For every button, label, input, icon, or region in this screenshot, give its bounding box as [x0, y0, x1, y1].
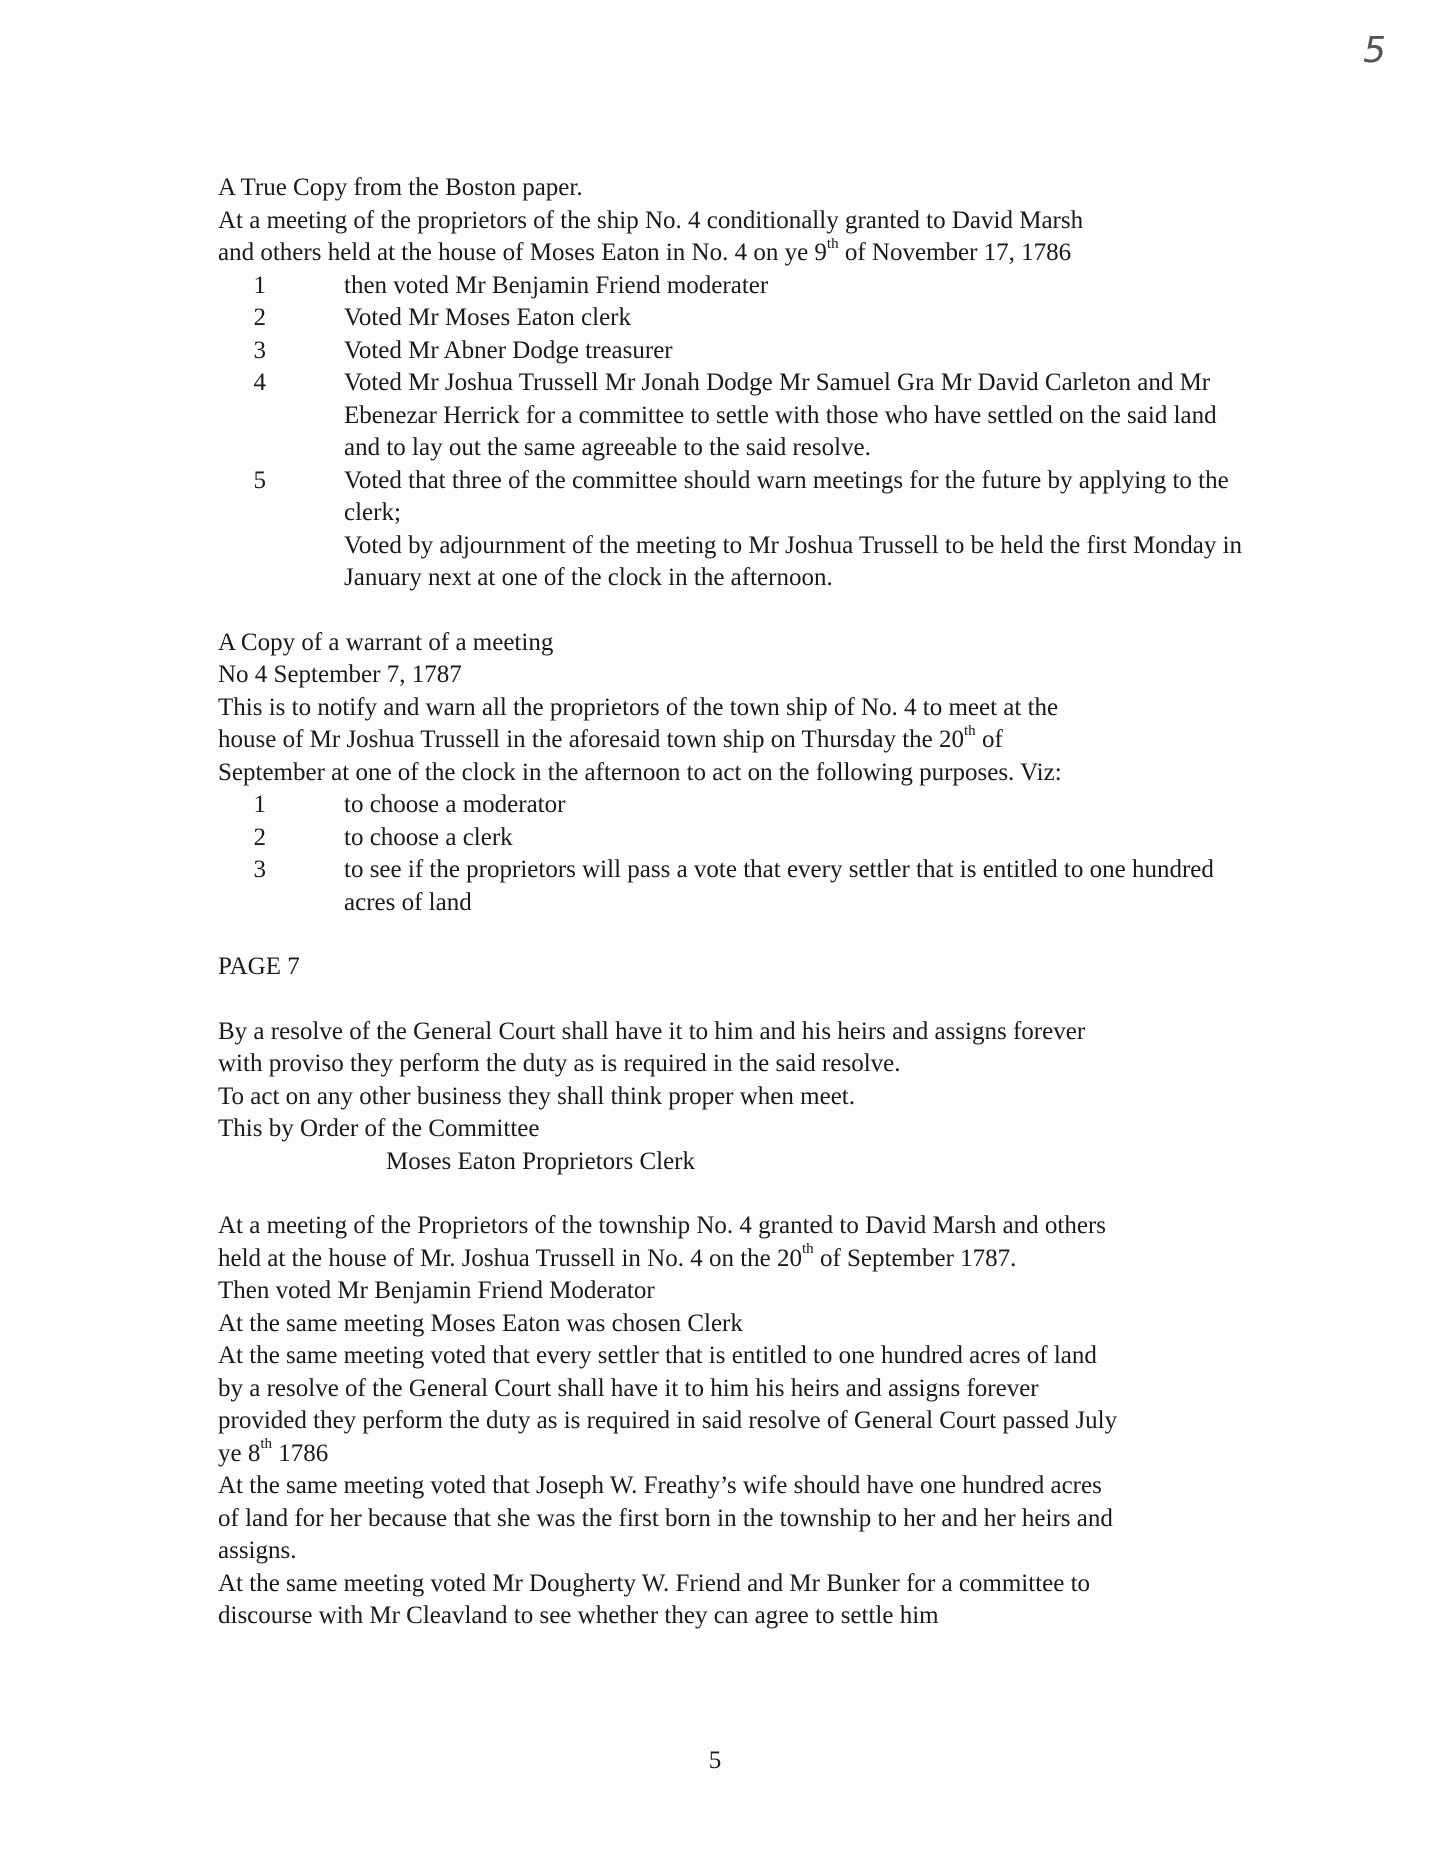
vote-item	[218, 465, 1248, 530]
vote-text: Voted Mr Joshua Trussell Mr Jonah Dodge Mr Samuel Gra Mr David Carleton and Mr Ebenezar Herrick for a committee to settle with those who have settled on the said land and to lay out the same agreeable to the said resolve.	[344, 369, 1217, 461]
meeting-intro-line: and others held at the house of Moses Eaton in No. 4 on ye 9th of November 17, 1786	[218, 235, 1072, 266]
clerk-signature: Moses Eaton Proprietors Clerk	[386, 1147, 695, 1175]
minutes-line: of land for her because that she was the first born in the township to her and her heirs and	[218, 1504, 1113, 1532]
vote-text: Voted that three of the committee should warn meetings for the future by applying to the clerk;	[344, 466, 1229, 526]
vote-text: then voted Mr Benjamin Friend moderater	[344, 271, 769, 299]
minutes-line: At the same meeting voted that every settler that is entitled to one hundred acres of land	[218, 1342, 1097, 1369]
vote-number: 2	[253, 304, 266, 331]
warrant-text-line: September at one of the clock in the afternoon to act on the following purposes. Viz:	[218, 758, 1062, 786]
warrant-text-line: This is to notify and warn all the proprietors of the town ship of No. 4 to meet at the	[218, 693, 1059, 721]
minutes-line: by a resolve of the General Court shall have it to him his heirs and assigns forever	[218, 1374, 1039, 1402]
vote-item	[218, 367, 1248, 465]
purpose-number: 2	[253, 823, 266, 851]
vote-text: Voted by adjournment of the meeting to Mr Joshua Trussell to be held the first Monday in January next at one of the clock in the afternoon.	[344, 531, 1243, 591]
minutes-line: ye 8th 1786	[218, 1436, 329, 1467]
handwritten-page-number: 5	[1363, 30, 1386, 71]
vote-text: Voted Mr Moses Eaton clerk	[344, 304, 631, 331]
vote-number: 3	[253, 336, 266, 364]
minutes-line: discourse with Mr Cleavland to see whether they can agree to settle him	[218, 1602, 939, 1629]
minutes-line: provided they perform the duty as is required in said resolve of General Court passed July	[218, 1407, 1118, 1434]
vote-item	[218, 302, 1248, 335]
minutes-line: Then voted Mr Benjamin Friend Moderator	[218, 1277, 655, 1304]
purpose-text: to see if the proprietors will pass a vote that every settler that is entitled to one hundred acres of land	[344, 856, 1214, 916]
purpose-item	[218, 854, 1248, 919]
vote-item	[218, 335, 1248, 368]
resolve-line: This by Order of the Committee	[218, 1115, 540, 1142]
purpose-number: 3	[253, 856, 266, 883]
resolve-line: To act on any other business they shall think proper when meet.	[218, 1082, 855, 1110]
purpose-text: to choose a clerk	[344, 823, 513, 851]
purpose-text: to choose a moderator	[344, 791, 566, 818]
purpose-number: 1	[253, 791, 266, 818]
resolve-line: with proviso they perform the duty as is required in the said resolve.	[218, 1050, 901, 1077]
vote-number: 5	[253, 466, 266, 494]
heading-true-copy: A True Copy from the Boston paper.	[218, 174, 583, 201]
minutes-line: held at the house of Mr. Joshua Trussell in No. 4 on the 20th of September 1787.	[218, 1241, 1017, 1272]
warrant-heading: A Copy of a warrant of a meeting	[218, 628, 554, 656]
warrant-text-line: house of Mr Joshua Trussell in the aforesaid town ship on Thursday the 20th of	[218, 722, 1003, 753]
minutes-line: At the same meeting Moses Eaton was chosen Clerk	[218, 1309, 743, 1337]
page-label: PAGE 7	[218, 953, 300, 980]
minutes-line: At the same meeting voted Mr Dougherty W. Friend and Mr Bunker for a committee to	[218, 1569, 1091, 1597]
minutes-line: At the same meeting voted that Joseph W. Freathy’s wife should have one hundred acres	[218, 1472, 1102, 1499]
vote-number	[218, 530, 344, 595]
vote-number: 4	[253, 369, 266, 396]
vote-item	[218, 530, 1248, 595]
warrant-date: No 4 September 7, 1787	[218, 661, 462, 688]
vote-number: 1	[253, 271, 266, 299]
purpose-item	[218, 822, 1248, 855]
transcript-body	[218, 172, 1248, 1633]
vote-item	[218, 270, 1248, 303]
footer-page-number: 5	[708, 1747, 722, 1774]
resolve-line: By a resolve of the General Court shall have it to him and his heirs and assigns forever	[218, 1017, 1086, 1045]
meeting-intro-line: At a meeting of the proprietors of the ship No. 4 conditionally granted to David Marsh	[218, 206, 1084, 234]
minutes-line: At a meeting of the Proprietors of the township No. 4 granted to David Marsh and others	[218, 1212, 1107, 1239]
minutes-line: assigns.	[218, 1537, 297, 1564]
purpose-item	[218, 789, 1248, 822]
vote-text: Voted Mr Abner Dodge treasurer	[344, 336, 673, 364]
